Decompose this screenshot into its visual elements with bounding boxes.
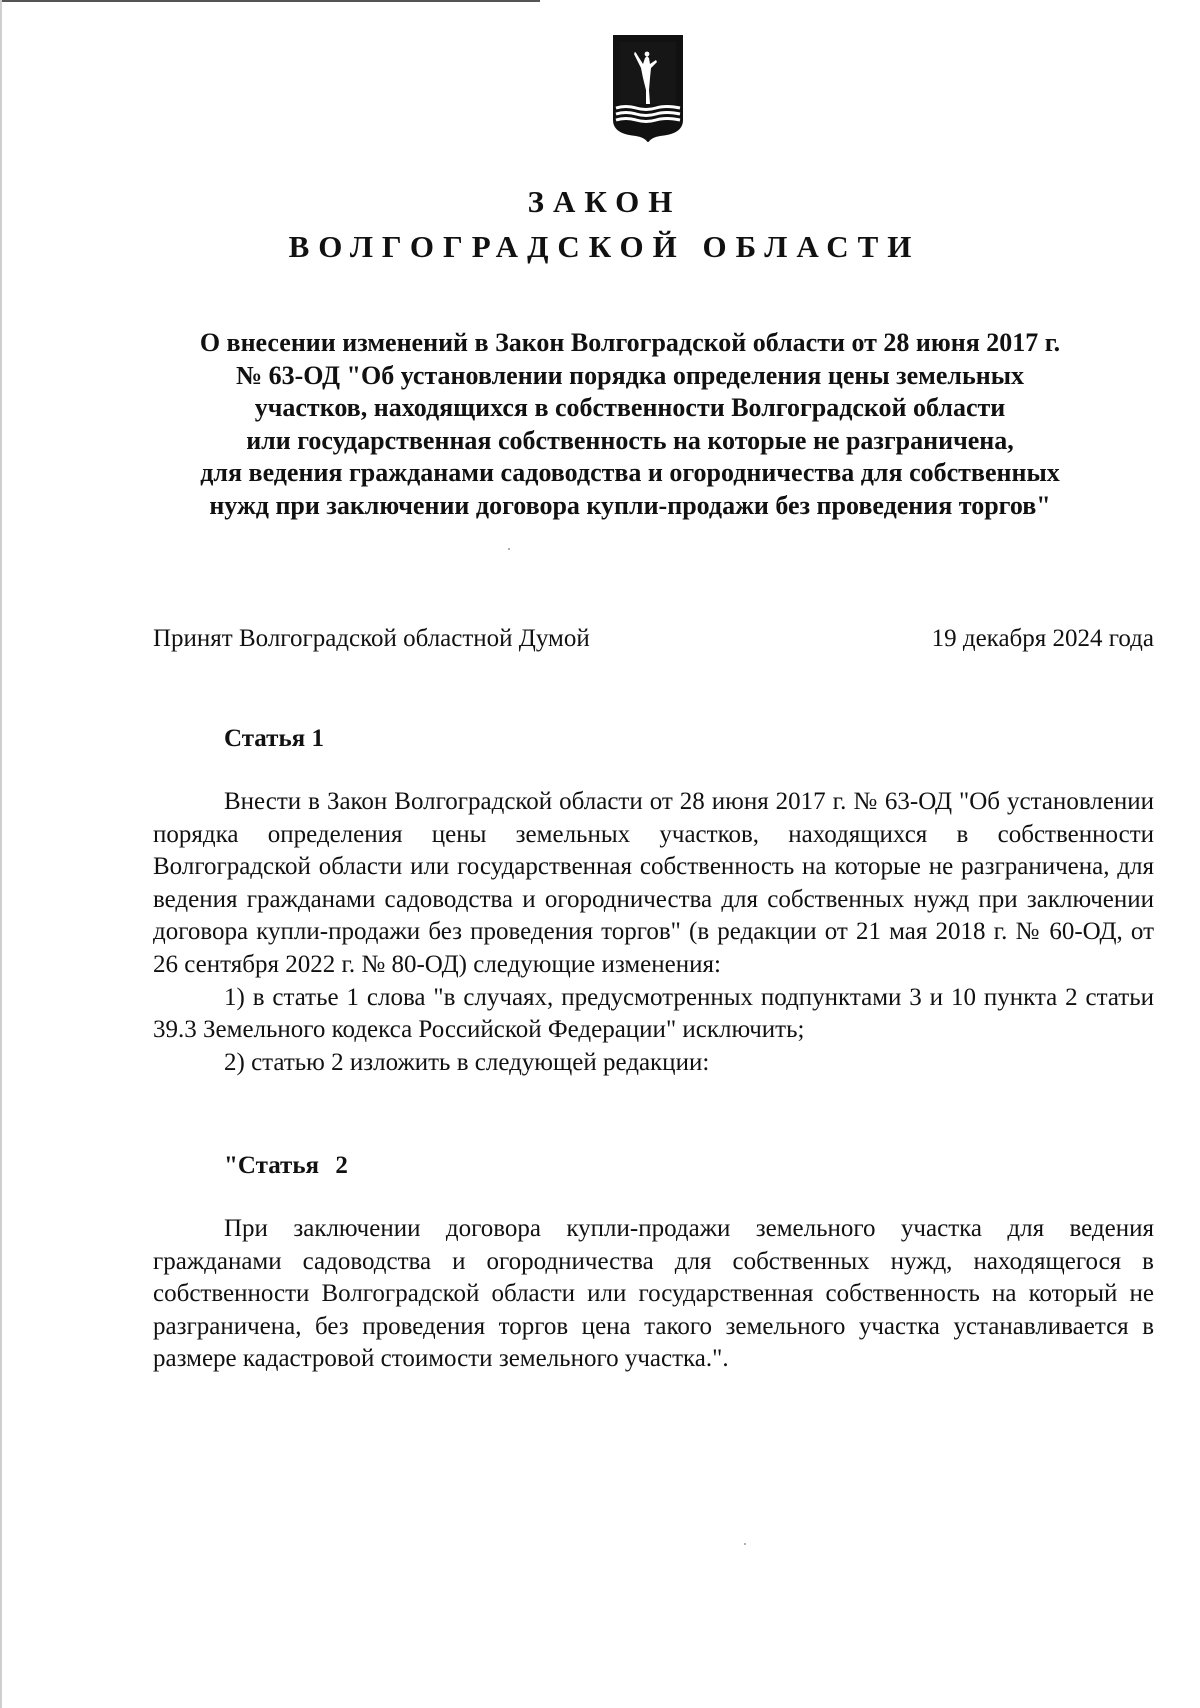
article-1-intro: Внести в Закон Волгоградской области от 28 июня 2017 г. № 63-ОД "Об установлении порядка определения цены земельных участков, находящихся в собственности Волгоградской области или государственная собственность на которые не разграничена, для ведения гражданами садоводства и огородничества для собственных нужд при заключении договора купли-продажи без проведения торгов" (в редакции от 21 мая 2018 г. № 60-ОД, от 26 сентября 2022 г. № 80-ОД) следующие изменения:	[153, 788, 1154, 978]
article-2-body	[153, 1213, 1154, 1376]
subject-line: для ведения гражданами садоводства и огородничества для собственных	[200, 458, 1060, 487]
scan-speck	[508, 548, 510, 550]
coat-of-arms-icon	[612, 34, 684, 142]
adoption-label: Принят Волгоградской областной Думой	[153, 625, 590, 652]
article-1-body	[153, 786, 1154, 1079]
scan-border-line	[0, 0, 540, 2]
article-1-heading: Статья 1	[224, 725, 324, 752]
subject-line: нужд при заключении договора купли-продажи без проведения торгов"	[209, 490, 1051, 520]
adoption-date: 19 декабря 2024 года	[931, 625, 1154, 652]
law-region-title: ВОЛГОГРАДСКОЙ ОБЛАСТИ	[288, 229, 921, 264]
subject-line: участков, находящихся в собственности Волгоградской области	[254, 393, 1006, 422]
article-1-item-1: 1) в статье 1 слова "в случаях, предусмотренных подпунктами 3 и 10 пункта 2 статьи 39.3 Земельного кодекса Российской Федерации" исключить;	[153, 983, 1154, 1044]
article-1-item-2: 2) статью 2 изложить в следующей редакции:	[224, 1048, 710, 1076]
law-title: ЗАКОН	[527, 184, 682, 219]
subject-line: № 63-ОД "Об установлении порядка определения цены земельных	[235, 360, 1025, 390]
article-2-text: При заключении договора купли-продажи земельного участка для ведения гражданами садоводства и огородничества для собственных нужд, находящегося в собственности Волгоградской области или государственная собственность на который не разграничена, без проведения торгов цена такого земельного участка устанавливается в размере кадастровой стоимости земельного участка.".	[153, 1215, 1154, 1373]
subject-line: О внесении изменений в Закон Волгоградской области от 28 июня 2017 г.	[199, 328, 1061, 357]
subject-line: или государственная собственность на которые не разграничена,	[246, 425, 1014, 455]
scan-speck	[744, 1543, 746, 1545]
article-2-heading: "Статья 2	[224, 1152, 348, 1179]
law-subject	[150, 327, 1110, 522]
